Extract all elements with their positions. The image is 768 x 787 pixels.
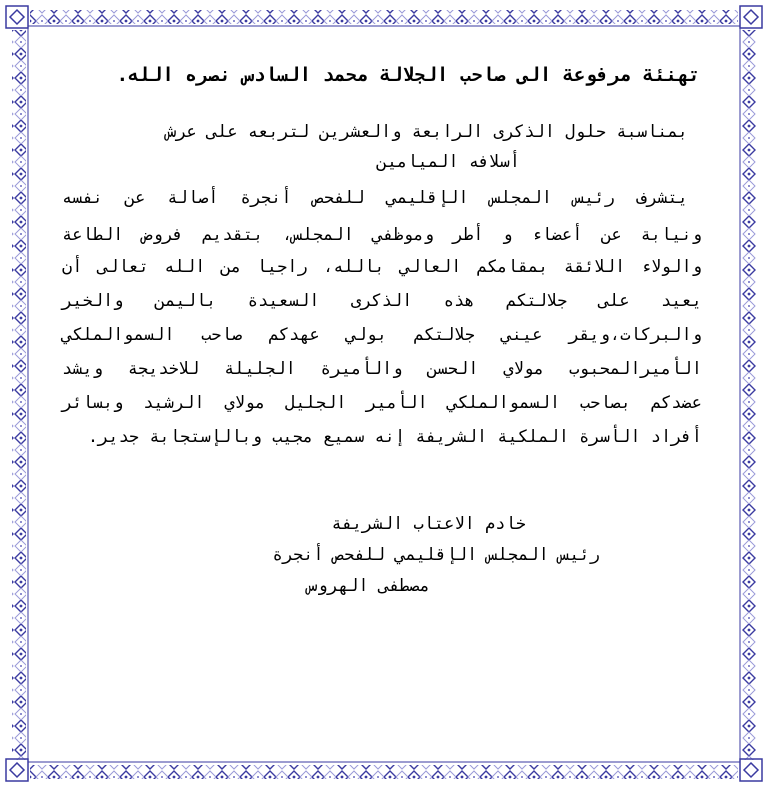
letter-title: تهنئة مرفوعة الى صاحب الجلالة محمد السادس نصره الله.	[116, 64, 700, 86]
letter-content	[62, 0, 702, 787]
signature-name: مصطفى الهروس	[307, 576, 430, 596]
intro-line-2: أسلافه الميامين	[376, 152, 520, 172]
body-line-7: عضدكم بصاحب السموالملكي الأمير الجليل مولاي الرشيد وبسائر	[62, 393, 702, 413]
intro-line-1: بمناسبة حلول الذكرى الرابعة والعشرين لتربعه على عرش	[166, 122, 688, 142]
body-line-6: الأميرالمحبوب مولاي الحسن والأميرة الجليلة للاخديجة ويشد	[62, 359, 702, 379]
body-line-4: يعيد على جلالتكم هذه الذكرى السعيدة باليمن والخير	[62, 291, 702, 311]
signature-title: خادم الاعتاب الشريفة	[331, 514, 526, 534]
body-line-3: والولاء اللائقة بمقامكم العالي بالله، راجيا من الله تعالى أن	[62, 257, 702, 277]
body-line-2: ونيابة عن أعضاء و أطر وموظفي المجلس، بتقديم فروض الطاعة	[62, 225, 702, 245]
body-line-1: يتشرف رئيس المجلس الإقليمي للفحص أنجرة أصالة عن نفسه	[62, 188, 688, 208]
signature-position: رئيس المجلس الإقليمي للفحص أنجرة	[272, 545, 600, 565]
body-line-8: أفراد الأسرة الملكية الشريفة إنه سميع مجيب وبالإستجابة جدير.	[87, 427, 702, 447]
body-line-5: والبركات،ويقر عيني جلالتكم بولي عهدكم صاحب السموالملكي	[62, 325, 702, 345]
